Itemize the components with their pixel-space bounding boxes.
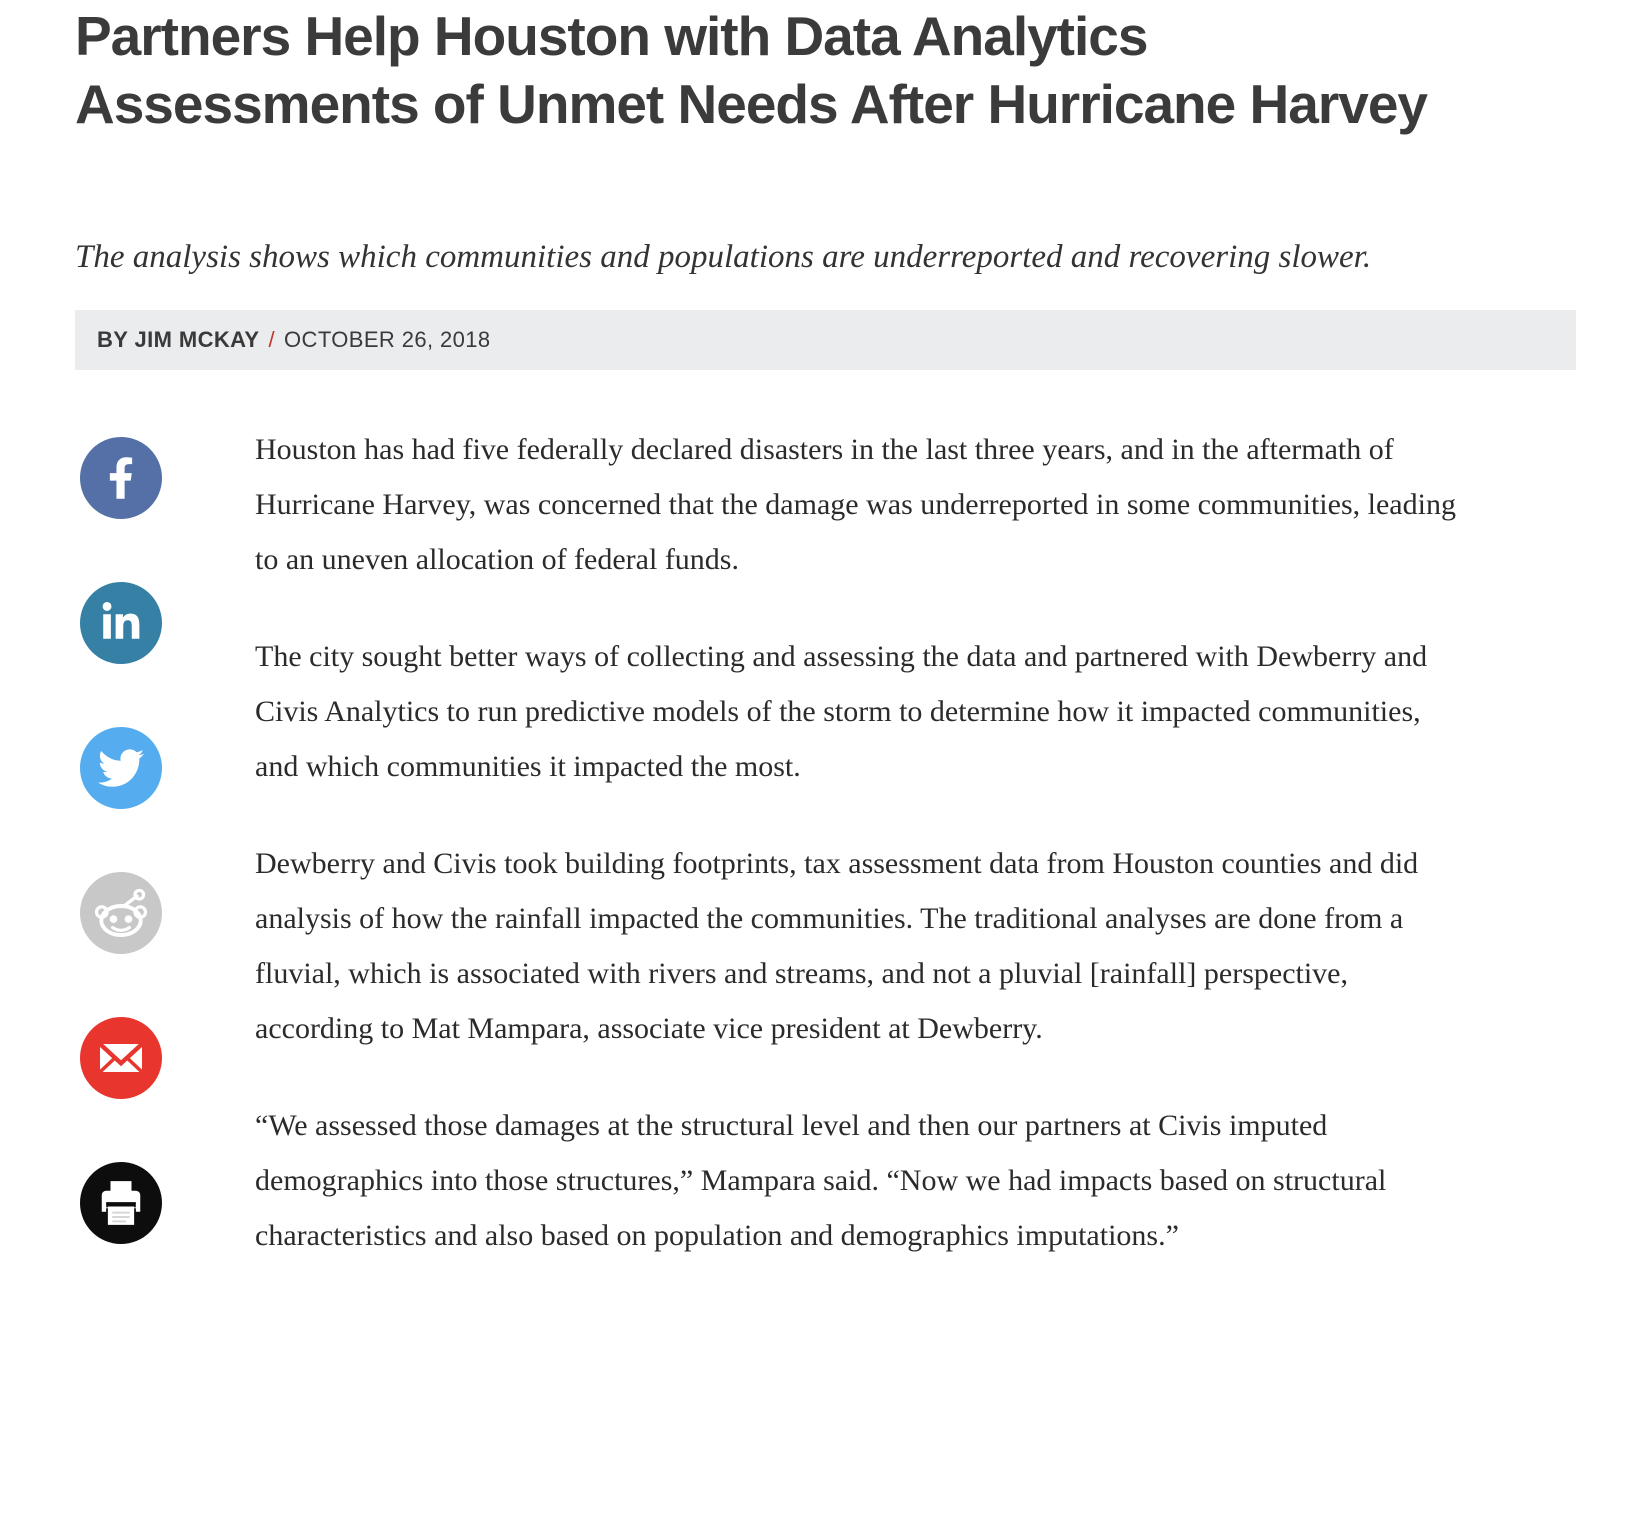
email-icon: [93, 1030, 149, 1086]
share-linkedin-button[interactable]: [80, 582, 162, 664]
byline-separator: /: [268, 327, 276, 352]
share-reddit-button[interactable]: [80, 872, 162, 954]
article-subtitle: The analysis shows which communities and populations are underreported and recovering slower.: [75, 239, 1372, 275]
byline-author: BY JIM MCKAY: [97, 327, 260, 352]
paragraph: The city sought better ways of collecting and assessing the data and partnered with Dewberry and Civis Analytics to run predictive models of the storm to determine how it impacted communities, and which communities it impacted the most.: [255, 640, 1428, 783]
share-email-button[interactable]: [80, 1017, 162, 1099]
share-print-button[interactable]: [80, 1162, 162, 1244]
share-facebook-button[interactable]: [80, 437, 162, 519]
paragraph: “We assessed those damages at the structural level and then our partners at Civis imputed demographics into those structures,” Mampara said. “Now we had impacts based on structural characteristics and also based on population and demographics imputations.”: [255, 1109, 1387, 1252]
reddit-icon: [91, 883, 151, 943]
byline-date: OCTOBER 26, 2018: [284, 327, 491, 352]
paragraph: Dewberry and Civis took building footprints, tax assessment data from Houston counties and did analysis of how the rainfall impacted the communities. The traditional analyses are done from a fluvial, which is associated with rivers and streams, and not a pluvial [rainfall] perspective, according to Mat Mampara, associate vice president at Dewberry.: [255, 847, 1419, 1045]
print-icon: [93, 1175, 149, 1231]
share-twitter-button[interactable]: [80, 727, 162, 809]
facebook-icon: [108, 455, 134, 501]
share-toolbar: [80, 437, 162, 1244]
twitter-icon: [98, 745, 144, 791]
byline-bar: [75, 310, 1576, 370]
article-body: [255, 422, 1460, 1305]
paragraph: Houston has had five federally declared disasters in the last three years, and in the aftermath of Hurricane Harvey, was concerned that the damage was underreported in some communities, leading to an uneven allocation of federal funds.: [255, 433, 1456, 576]
linkedin-icon: [100, 602, 142, 644]
page-title: Partners Help Houston with Data Analytics Assessments of Unmet Needs After Hurricane Harvey: [75, 5, 1427, 135]
